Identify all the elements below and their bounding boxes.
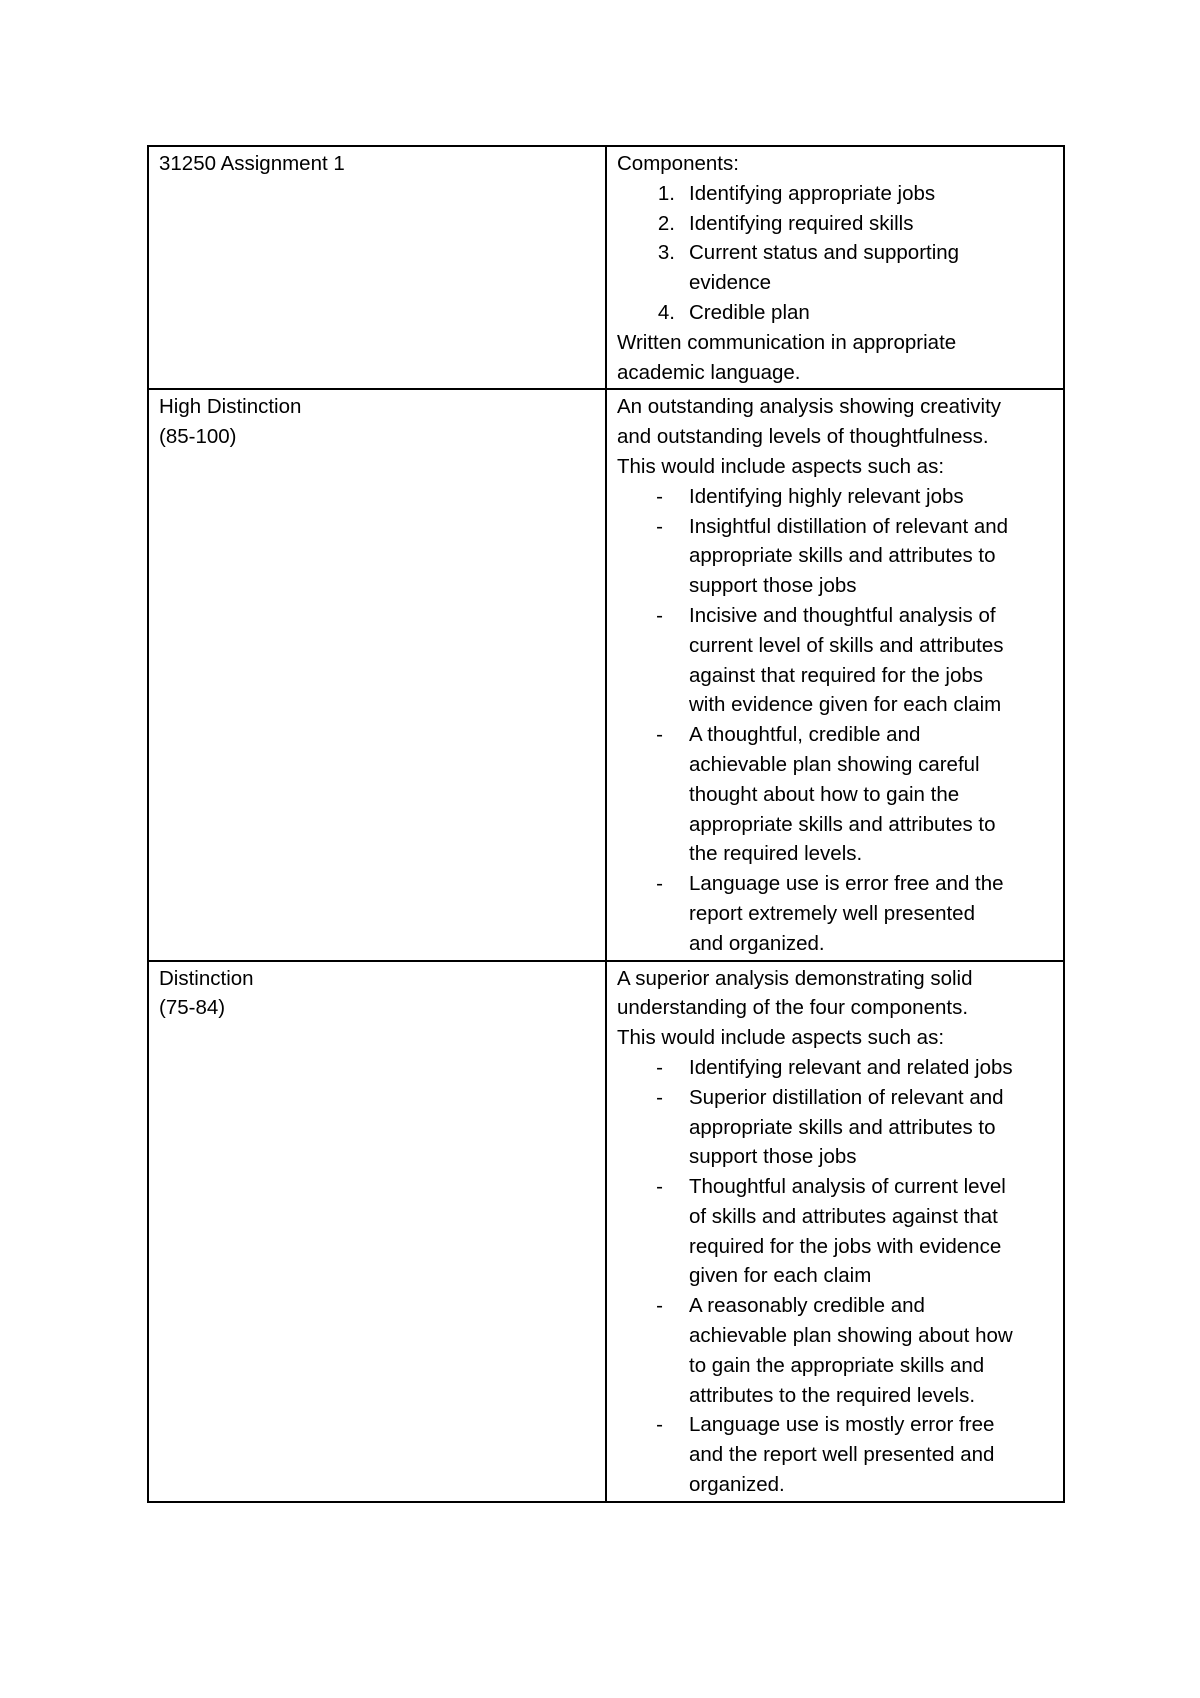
table-row [148, 389, 1064, 960]
list-item-text: Language use is error free and the [689, 872, 1004, 896]
list-item-text: and the report well presented and [689, 1443, 995, 1467]
list-item-text: with evidence given for each claim [689, 693, 1002, 717]
list-item-text: current level of skills and attributes [689, 633, 1004, 657]
grade-name: High Distinction [159, 395, 302, 419]
list-item-text: Identifying appropriate jobs [689, 181, 936, 205]
bullet-dash: - [656, 1175, 663, 1199]
list-item-text: support those jobs [689, 1145, 857, 1169]
list-item-text: appropriate skills and attributes to [689, 812, 996, 836]
criteria-intro: and outstanding levels of thoughtfulness. [617, 425, 989, 449]
list-number: 4. [657, 300, 675, 324]
list-item-text: Superior distillation of relevant and [689, 1085, 1004, 1109]
list-item [617, 869, 1053, 958]
criteria-intro: understanding of the four components. [617, 996, 969, 1020]
bullet-dash: - [656, 872, 663, 896]
list-item-text: support those jobs [689, 574, 857, 598]
rubric-table [147, 145, 1065, 1503]
components-list [617, 179, 1053, 328]
list-item [617, 1410, 1053, 1499]
bullet-dash: - [656, 1413, 663, 1437]
assignment-title-cell [148, 146, 606, 389]
list-item [617, 601, 1053, 720]
list-item [617, 209, 1053, 239]
grade-range: (85-100) [159, 425, 237, 449]
grade-range: (75-84) [159, 996, 226, 1020]
list-item-text: against that required for the jobs [689, 663, 984, 687]
list-item-text: Language use is mostly error free [689, 1413, 995, 1437]
list-item [617, 1053, 1053, 1083]
grade-cell [148, 389, 606, 960]
criteria-list [617, 482, 1053, 959]
list-item-text: and organized. [689, 931, 825, 955]
list-item-text: thought about how to gain the [689, 782, 960, 806]
list-item-text: given for each claim [689, 1264, 872, 1288]
list-item-text: achievable plan showing careful [689, 752, 980, 776]
list-item-text: Identifying relevant and related jobs [689, 1055, 1013, 1079]
list-item-text: achievable plan showing about how [689, 1324, 1013, 1348]
list-item-text: required for the jobs with evidence [689, 1234, 1002, 1258]
list-item-text: evidence [689, 271, 772, 295]
bullet-dash: - [656, 514, 663, 538]
closing-text: academic language. [617, 360, 801, 384]
criteria-cell [606, 961, 1064, 1502]
list-item [617, 179, 1053, 209]
list-item-text: Thoughtful analysis of current level [689, 1175, 1006, 1199]
list-item [617, 298, 1053, 328]
components-cell [606, 146, 1064, 389]
grade-name: Distinction [159, 966, 254, 990]
list-item-text: appropriate skills and attributes to [689, 544, 996, 568]
list-item-text: A reasonably credible and [689, 1294, 925, 1318]
list-item-text: Insightful distillation of relevant and [689, 514, 1009, 538]
list-item-text: Identifying highly relevant jobs [689, 484, 964, 508]
list-item [617, 482, 1053, 512]
bullet-dash: - [656, 1294, 663, 1318]
list-item-text: organized. [689, 1473, 785, 1497]
list-item [617, 512, 1053, 601]
grade-cell [148, 961, 606, 1502]
criteria-intro: This would include aspects such as: [617, 1026, 945, 1050]
list-number: 1. [657, 181, 675, 205]
criteria-list [617, 1053, 1053, 1500]
list-item-text: attributes to the required levels. [689, 1383, 976, 1407]
list-item-text: of skills and attributes against that [689, 1204, 998, 1228]
criteria-intro: This would include aspects such as: [617, 454, 945, 478]
list-number: 3. [657, 241, 675, 265]
list-item-text: Current status and supporting [689, 241, 960, 265]
list-item-text: report extremely well presented [689, 901, 975, 925]
bullet-dash: - [656, 723, 663, 747]
list-item [617, 720, 1053, 869]
closing-text: Written communication in appropriate [617, 330, 957, 354]
assignment-title: 31250 Assignment 1 [159, 152, 345, 175]
list-item-text: to gain the appropriate skills and [689, 1353, 985, 1377]
list-item [617, 1172, 1053, 1291]
list-number: 2. [657, 211, 675, 235]
bullet-dash: - [656, 1085, 663, 1109]
table-row [148, 146, 1064, 389]
list-item [617, 1291, 1053, 1410]
criteria-intro: A superior analysis demonstrating solid [617, 966, 973, 990]
list-item [617, 1083, 1053, 1172]
list-item-text: appropriate skills and attributes to [689, 1115, 996, 1139]
list-item-text: Credible plan [689, 300, 810, 324]
list-item-text: Incisive and thoughtful analysis of [689, 603, 996, 627]
list-item-text: the required levels. [689, 842, 863, 866]
list-item-text: Identifying required skills [689, 211, 914, 235]
bullet-dash: - [656, 484, 663, 508]
criteria-cell [606, 389, 1064, 960]
table-row [148, 961, 1064, 1502]
bullet-dash: - [656, 603, 663, 627]
criteria-intro: An outstanding analysis showing creativity [617, 395, 1002, 419]
list-item-text: A thoughtful, credible and [689, 723, 921, 747]
bullet-dash: - [656, 1055, 663, 1079]
list-item [617, 238, 1053, 298]
components-label: Components: [617, 152, 739, 175]
